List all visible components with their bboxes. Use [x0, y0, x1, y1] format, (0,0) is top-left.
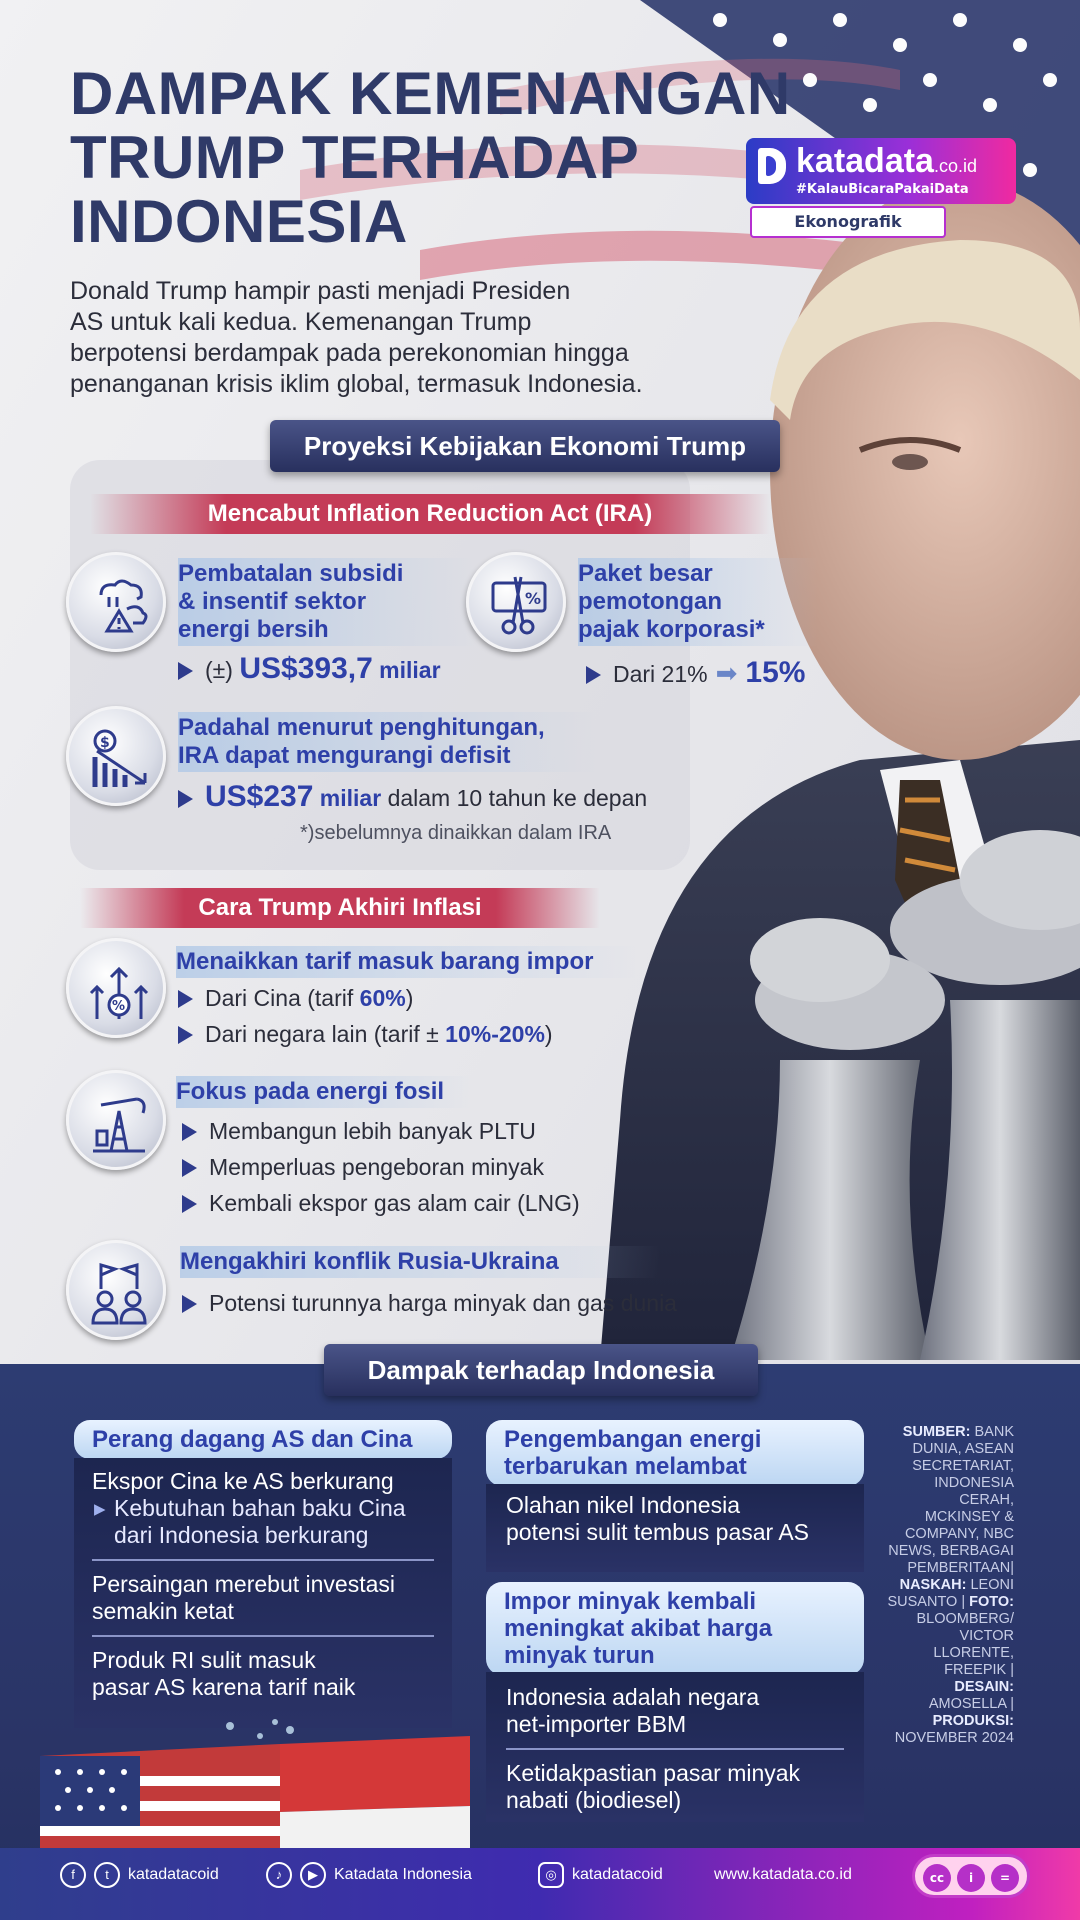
fossil-bullet-text: Membangun lebih banyak PLTU — [209, 1118, 536, 1144]
tax-rate-to: 15% — [745, 656, 806, 689]
svg-text:%: % — [112, 999, 126, 1014]
tax-icon-circle — [466, 552, 566, 652]
deficit-unit: miliar — [313, 785, 382, 811]
climate-icon-circle — [66, 552, 166, 652]
bullet-arrow-icon — [182, 1123, 197, 1141]
bullet-arrow-icon — [178, 990, 193, 1008]
svg-text:%: % — [525, 589, 542, 608]
ira-item1-amount: US$393,7 — [239, 652, 373, 685]
conflict-bullet — [182, 1290, 677, 1317]
deficit-amount: US$237 — [205, 780, 314, 813]
social-icon: ♪ — [266, 1862, 292, 1888]
ira-item2-title-line: pemotongan — [578, 588, 722, 615]
bullet-arrow-icon — [178, 790, 193, 808]
fossil-bullet — [182, 1154, 544, 1181]
footer-social-3-text: katadatacoid — [572, 1866, 663, 1884]
oil-item-line: Ketidakpastian pasar minyak — [506, 1760, 801, 1786]
section-projection-heading: Proyeksi Kebijakan Ekonomi Trump — [270, 420, 780, 472]
ira-item1-title-line: & insentif sektor — [178, 588, 367, 615]
deficit-icon-circle — [66, 706, 166, 806]
bullet-triangle-icon: ▸ — [94, 1495, 106, 1521]
trade-war-item: pasar AS karena tarif naik — [92, 1674, 356, 1700]
ira-footnote: *)sebelumnya dinaikkan dalam IRA — [300, 822, 612, 844]
bullet-arrow-icon — [178, 1026, 193, 1044]
logo-brand: katadata.co.id — [796, 142, 977, 180]
intro-line: AS untuk kali kedua. Kemenangan Trump — [70, 308, 532, 336]
credits-block — [884, 1424, 1014, 1747]
naskah-text: LEONI SUSANTO | — [887, 1577, 1014, 1610]
renewable-body-line: Olahan nikel Indonesia — [506, 1492, 740, 1518]
bullet-arrow-icon — [182, 1195, 197, 1213]
footer-social-2[interactable] — [266, 1862, 472, 1888]
ira-item1-title-line: Pembatalan subsidi — [178, 560, 404, 587]
money-down-chart-icon — [87, 727, 151, 791]
social-icon: t — [94, 1862, 120, 1888]
cloud-warning-icon — [87, 573, 151, 637]
inflation-header: Cara Trump Akhiri Inflasi — [80, 888, 600, 928]
fossil-bullet-text: Memperluas pengeboran minyak — [209, 1154, 544, 1180]
desain-label: DESAIN: — [954, 1679, 1014, 1695]
fossil-title: Fokus pada energi fosil — [176, 1076, 476, 1108]
by-icon: i — [957, 1864, 985, 1892]
arrow-right-icon: ➡ — [715, 658, 738, 688]
renewable-title — [486, 1420, 864, 1486]
ira-item1-title-line: energi bersih — [178, 616, 329, 643]
tariff-others-value: 10%-20% — [445, 1021, 545, 1047]
ira-item3-title — [178, 712, 598, 772]
deficit-period: dalam 10 tahun ke depan — [381, 785, 648, 811]
title-line: TRUMP TERHADAP — [70, 124, 640, 191]
tariff-others — [178, 1021, 553, 1048]
ira-item3-title-line: Padahal menurut penghitungan, — [178, 714, 545, 741]
divider — [506, 1748, 844, 1750]
footer-website-link[interactable]: www.katadata.co.id — [714, 1866, 852, 1883]
ira-item1-unit: miliar — [372, 657, 441, 683]
ira-item2-title-line: Paket besar — [578, 560, 713, 587]
katadata-d-icon — [758, 148, 786, 184]
tariff-others-label: Dari negara lain (tarif ± — [205, 1021, 446, 1047]
foto-text: BLOOMBERG/ VICTOR LLORENTE, FREEPIK | — [916, 1611, 1014, 1678]
oil-import-box — [486, 1672, 864, 1822]
naskah-label: NASKAH: — [899, 1577, 967, 1593]
katadata-logo[interactable] — [746, 138, 1016, 240]
intro-line: berpotensi berdampak pada perekonomian hingga — [70, 339, 629, 367]
footer-social-2-text: Katadata Indonesia — [334, 1866, 472, 1884]
bullet-arrow-icon — [586, 666, 601, 684]
fossil-bullet — [182, 1190, 580, 1217]
fossil-bullet — [182, 1118, 536, 1145]
arrows-up-percent-icon — [87, 959, 151, 1023]
fossil-bullet-text: Kembali ekspor gas alam cair (LNG) — [209, 1190, 580, 1216]
page-title — [70, 62, 830, 254]
trade-war-item: semakin ketat — [92, 1598, 234, 1624]
oil-title-line: minyak turun — [504, 1642, 655, 1669]
intro-line: Donald Trump hampir pasti menjadi Presiden — [70, 277, 571, 305]
desain-text: AMOSELLA | — [928, 1696, 1014, 1712]
conflict-title: Mengakhiri konflik Rusia-Ukraina — [180, 1246, 660, 1278]
scissors-percent-icon — [487, 573, 551, 637]
conflict-icon-circle — [66, 1240, 166, 1340]
title-line: INDONESIA — [70, 188, 408, 255]
ira-item1-value — [178, 652, 441, 686]
tariff-china — [178, 985, 413, 1012]
renewable-title-line: Pengembangan energi — [504, 1426, 762, 1453]
oil-item-line: net-importer BBM — [506, 1711, 687, 1737]
ira-item1-prefix: (±) — [205, 657, 240, 683]
logo-hashtag: #KalauBicaraPakaiData — [796, 182, 969, 197]
divider — [92, 1559, 434, 1561]
svg-text:$: $ — [100, 735, 110, 751]
oil-import-title — [486, 1582, 864, 1675]
oil-item-line: nabati (biodiesel) — [506, 1787, 682, 1813]
conflict-bullet-text: Potensi turunnya harga minyak dan gas dunia — [209, 1290, 677, 1316]
ira-item2-change — [586, 656, 805, 690]
trade-war-subitem-line: Kebutuhan bahan baku Cina — [114, 1495, 406, 1521]
cc-icon: cc — [923, 1864, 951, 1892]
bullet-arrow-icon — [178, 662, 193, 680]
tariff-title: Menaikkan tarif masuk barang impor — [176, 946, 636, 978]
tariff-others-close: ) — [544, 1021, 553, 1047]
ekonografik-badge: Ekonografik — [750, 206, 946, 238]
logo-banner — [746, 138, 1016, 204]
renewable-title-line: terbarukan melambat — [504, 1453, 747, 1480]
tariff-china-close: ) — [405, 985, 414, 1011]
oil-item-line: Indonesia adalah negara — [506, 1684, 760, 1710]
produksi-text: NOVEMBER 2024 — [894, 1730, 1014, 1746]
oil-title-line: meningkat akibat harga — [504, 1615, 773, 1642]
foto-label: FOTO: — [969, 1594, 1014, 1610]
trade-war-item: Ekspor Cina ke AS berkurang — [92, 1468, 394, 1494]
divider — [92, 1635, 434, 1637]
trade-war-item: Produk RI sulit masuk — [92, 1647, 316, 1673]
trade-war-subitem-line: dari Indonesia berkurang — [114, 1522, 369, 1548]
bullet-arrow-icon — [182, 1295, 197, 1313]
ira-item1-title — [178, 558, 478, 646]
nd-icon: = — [991, 1864, 1019, 1892]
intro-paragraph — [70, 276, 750, 400]
renewable-body-line: potensi sulit tembus pasar AS — [506, 1519, 809, 1545]
fossil-icon-circle — [66, 1070, 166, 1170]
produksi-label: PRODUKSI: — [932, 1713, 1014, 1729]
impact-heading: Dampak terhadap Indonesia — [324, 1344, 758, 1396]
trade-war-title: Perang dagang AS dan Cina — [74, 1420, 452, 1459]
ira-item3-value — [178, 780, 647, 814]
intro-line: penanganan krisis iklim global, termasuk Indonesia. — [70, 370, 643, 398]
ira-item3-title-line: IRA dapat mengurangi defisit — [178, 742, 511, 769]
people-flags-icon — [87, 1261, 151, 1325]
ira-item2-title — [578, 558, 818, 646]
footer-social-1[interactable] — [60, 1862, 219, 1888]
social-icon: ▶ — [300, 1862, 326, 1888]
creative-commons-badge — [912, 1854, 1030, 1898]
trade-war-box — [74, 1458, 452, 1728]
footer-social-1-text: katadatacoid — [128, 1866, 219, 1884]
social-icon: f — [60, 1862, 86, 1888]
tariff-china-label: Dari Cina (tarif — [205, 985, 360, 1011]
footer-social-3[interactable] — [538, 1862, 663, 1888]
trade-war-subitem — [92, 1495, 434, 1549]
ira-item2-title-line: pajak korporasi* — [578, 616, 765, 643]
title-line: DAMPAK KEMENANGAN — [70, 60, 791, 127]
instagram-icon: ◎ — [538, 1862, 564, 1888]
sumber-label: SUMBER: — [902, 1424, 971, 1440]
ira-header: Mencabut Inflation Reduction Act (IRA) — [90, 494, 770, 534]
tariff-icon-circle — [66, 938, 166, 1038]
bullet-arrow-icon — [182, 1159, 197, 1177]
renewable-box — [486, 1484, 864, 1572]
tax-rate-from: Dari 21% — [613, 661, 708, 687]
oil-title-line: Impor minyak kembali — [504, 1588, 757, 1615]
sumber-text: BANK DUNIA, ASEAN SECRETARIAT, INDONESIA CERAH, MCKINSEY & COMPANY, NBC NEWS, BERBAGAI PEMBERITAAN| — [888, 1424, 1014, 1576]
oil-pump-icon — [87, 1091, 151, 1155]
trade-war-item: Persaingan merebut investasi — [92, 1571, 395, 1597]
tariff-china-value: 60% — [359, 985, 406, 1011]
